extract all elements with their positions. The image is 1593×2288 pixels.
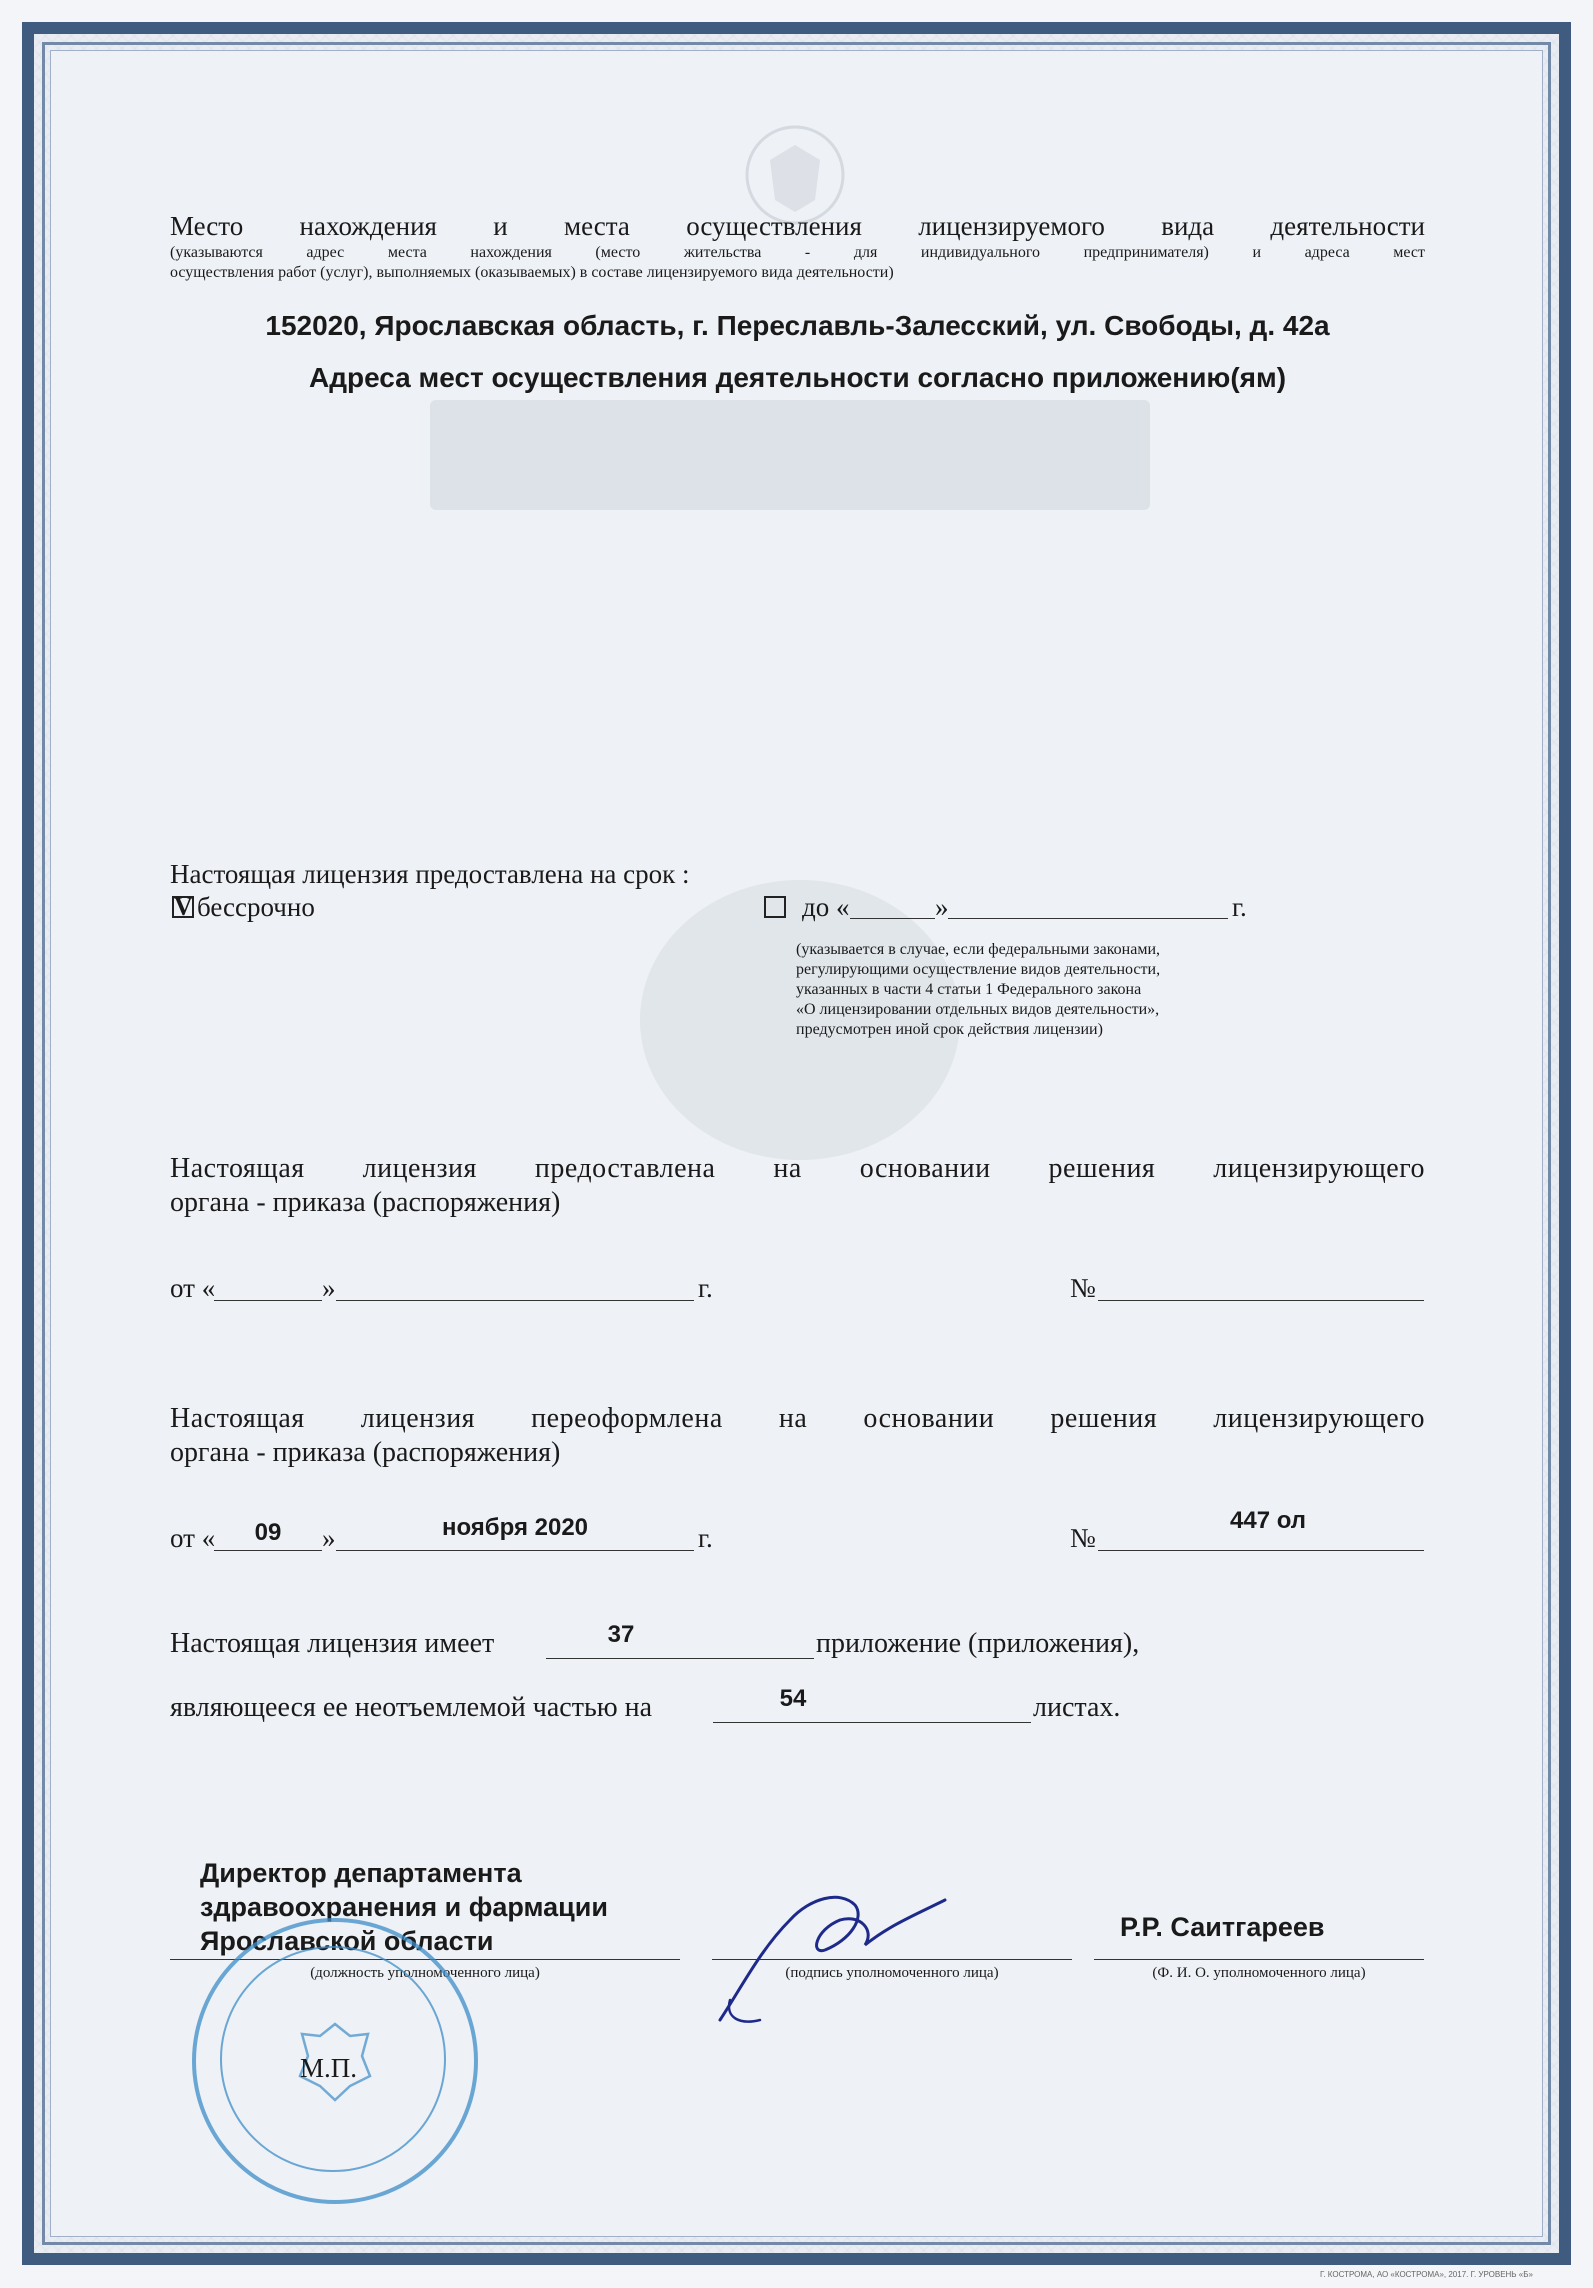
term-note-line: регулирующими осуществление видов деятельности, <box>796 961 1161 978</box>
reissued-month-year: ноября 2020 <box>441 1514 589 1541</box>
signature-caption: (подпись уполномоченного лица) <box>785 1965 999 1981</box>
reissued-line2: органа - приказа (распоряжения) <box>170 1437 561 1468</box>
until-date-line <box>948 890 1228 919</box>
granted-date-line <box>336 1270 694 1301</box>
address: 152020, Ярославская область, г. Переславль-Залесский, ул. Свободы, д. 42а <box>265 310 1330 341</box>
checkbox-mark: V <box>174 892 193 921</box>
granted-line1: Настоящая лицензия предоставлена на основании решения лицензирующего <box>170 1153 1425 1184</box>
reissued-number: 447 ол <box>1230 1507 1307 1534</box>
until-prefix: до « <box>802 892 850 922</box>
term-heading: Настоящая лицензия предоставлена на срок : <box>170 859 690 889</box>
appendix-prefix: Настоящая лицензия имеет <box>170 1628 495 1659</box>
granted-line2: органа - приказа (распоряжения) <box>170 1187 561 1218</box>
name-caption: (Ф. И. О. уполномоченного лица) <box>1152 1965 1366 1981</box>
license-watermark <box>430 400 1150 510</box>
unlimited-label: бессрочно <box>197 892 315 922</box>
term-note-line: указанных в части 4 статьи 1 Федерального закона <box>796 981 1142 998</box>
reissued-day: 09 <box>254 1519 282 1546</box>
until-mid: » <box>935 892 949 922</box>
granted-number-label: № <box>1070 1273 1096 1303</box>
signatory-name: Р.Р. Саитгареев <box>1120 1912 1325 1942</box>
seal-place-label: М.П. <box>300 2053 358 2083</box>
granted-from-label: от « <box>170 1273 216 1303</box>
granted-year-suffix: г. <box>698 1273 713 1303</box>
name-line-rule <box>1094 1925 1424 1960</box>
unlimited-checkbox <box>172 892 194 921</box>
reissued-from-label: от « <box>170 1523 216 1553</box>
printer-footer: Г. КОСТРОМА, АО «КОСТРОМА», 2017. Г. УРОВЕНЬ «Б» <box>1320 2270 1533 2279</box>
location-heading: Место нахождения и места осуществления лицензируемого вида деятельности <box>170 211 1425 241</box>
term-note <box>796 940 1282 1040</box>
granted-day-line <box>214 1270 322 1301</box>
reissued-mid: » <box>322 1523 336 1553</box>
position-line: Директор департамента <box>200 1858 522 1888</box>
reissued-year-suffix: г. <box>698 1523 713 1553</box>
term-note-line: «О лицензировании отдельных видов деятельности», <box>796 1001 1160 1018</box>
sheets-count: 54 <box>779 1685 807 1712</box>
reissued-line1: Настоящая лицензия переоформлена на основании решения лицензирующего <box>170 1403 1425 1434</box>
granted-number-line <box>1098 1270 1424 1301</box>
appendix-count: 37 <box>607 1621 635 1648</box>
term-note-line: (указывается в случае, если федеральными законами, <box>796 941 1161 958</box>
position-caption: (должность уполномоченного лица) <box>310 1965 540 1981</box>
sheets-suffix: листах. <box>1033 1692 1121 1723</box>
until-day-line <box>850 890 935 919</box>
appendix-suffix: приложение (приложения), <box>816 1628 1140 1659</box>
granted-mid: » <box>322 1273 336 1303</box>
reissued-number-label: № <box>1070 1523 1096 1553</box>
sheets-prefix: являющееся ее неотъемлемой частью на <box>170 1692 653 1723</box>
position-line: Ярославской области <box>200 1926 494 1956</box>
until-suffix: г. <box>1232 892 1247 922</box>
location-note-line1: (указываются адрес места нахождения (место жительства - для индивидуального предпринимателя) и адреса мест <box>170 244 1425 261</box>
handwritten-signature <box>700 1870 980 2030</box>
addresses-note: Адреса мест осуществления деятельности согласно приложению(ям) <box>308 362 1287 393</box>
term-note-line: предусмотрен иной срок действия лицензии) <box>796 1021 1103 1038</box>
location-note-line2: осуществления работ (услуг), выполняемых (оказываемых) в составе лицензируемого вида деятельности) <box>170 264 894 281</box>
position-line: здравоохранения и фармации <box>200 1892 608 1922</box>
until-checkbox <box>764 896 786 918</box>
